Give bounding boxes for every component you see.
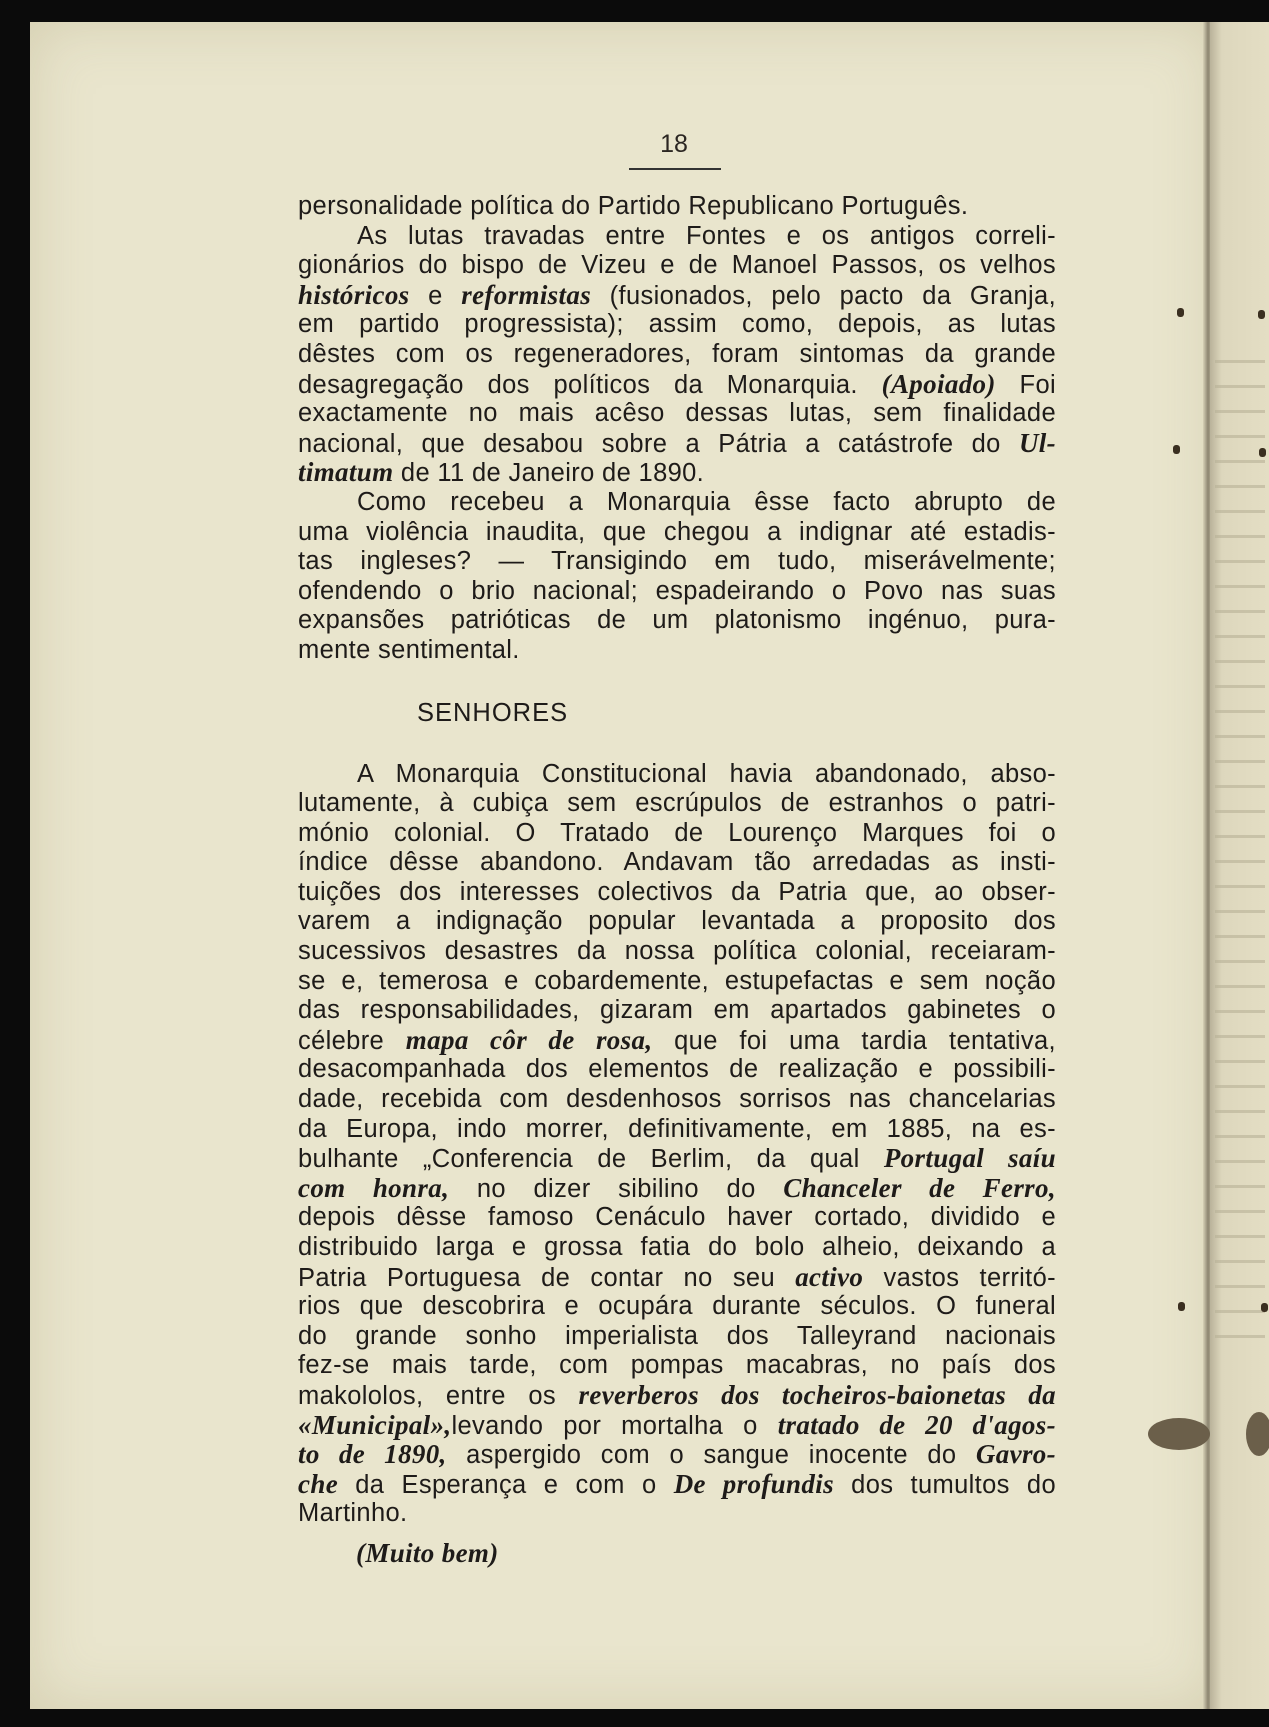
text-segment: Patria Portuguesa de contar no seu [298,1263,796,1292]
text-segment: ofendendo o brio nacional; espadeirando o Povo nas suas [298,576,1056,605]
text-segment: do grande sonho imperialista dos Talleyrand nacionais [298,1321,1056,1350]
text-line [298,1026,1056,1056]
text-segment: expansões patrióticas de um platonismo ingénuo, pura- [298,606,1056,635]
text-segment: fez-se mais tarde, com pompas macabras, no país dos [298,1351,1056,1380]
text-line [298,1144,1056,1174]
text-segment: depois dêsse famoso Cenáculo haver cortado, dividido e [298,1203,1056,1232]
text-segment: Martinho. [298,1499,408,1528]
text-segment: distribuido larga e grossa fatia do bolo alheio, deixando a [298,1233,1056,1261]
text-segment: (fusionados, pelo pacto da Granja, [591,281,1056,310]
text-line [298,1233,1056,1263]
page-number-rule [629,168,721,170]
text-segment: dade, recebida com desdenhosos sorrisos nas chancelarias [298,1085,1056,1114]
section-heading [298,684,1056,742]
emphasis-text: (Muito bem) [356,1537,499,1568]
text-segment: A Monarquia Constitucional havia abandonado, abso- [357,759,1056,788]
binding-mark [1258,310,1265,319]
facing-page-text-shadow [1215,360,1265,1560]
text-segment: Foi [995,370,1056,399]
text-segment: levando por mortalha o [451,1411,778,1440]
text-segment: vastos territó- [863,1263,1056,1292]
text-line [298,1292,1056,1322]
text-line [298,1381,1056,1411]
text-line [298,967,1056,997]
binding-mark [1148,1418,1210,1450]
text-line [298,222,1056,252]
text-segment: mónio colonial. O Tratado de Lourenço Marques foi o [298,818,1056,847]
emphasis-text: com honra, [298,1172,450,1203]
text-segment: rios que descobrira e ocupára durante séculos. O funeral [298,1292,1056,1321]
text-line [298,429,1056,459]
text-segment: makololos, entre os [298,1381,579,1410]
text-line [298,848,1056,878]
text-segment: no dizer sibilino do [449,1174,784,1203]
binding-mark [1259,448,1266,457]
emphasis-text: Gavro- [975,1439,1056,1470]
text-segment: desacompanhada dos elementos de realização e possibili- [298,1055,1056,1084]
emphasis-text: Ul- [1018,427,1056,458]
binding-mark [1261,1303,1268,1312]
body-text [298,192,1056,1569]
text-line [298,996,1056,1026]
text-segment: mente sentimental. [298,635,520,664]
binding-mark [1178,1302,1185,1311]
text-segment: célebre [298,1026,406,1055]
text-line [298,878,1056,908]
text-line [298,907,1056,937]
text-line [298,518,1056,548]
emphasis-text: «Municipal», [298,1409,452,1440]
text-line [298,547,1056,577]
text-segment: índice dêsse abandono. Andavam tão arredadas as insti- [298,848,1056,877]
text-line [298,281,1056,311]
text-segment: tuições dos interesses colectivos da Patria que, ao obser- [298,877,1056,906]
text-line [298,399,1056,429]
text-line [298,192,1056,222]
text-line [298,1470,1056,1500]
text-line [298,1351,1056,1381]
emphasis-text: De profundis [673,1468,834,1499]
text-segment: exactamente no mais acêso dessas lutas, sem finalidade [298,399,1056,428]
text-segment: de 11 de Janeiro de 1890. [393,459,705,488]
emphasis-text: reformistas [461,279,592,310]
text-line [298,606,1056,636]
text-line [298,1055,1056,1085]
text-segment: As lutas travadas entre Fontes e os antigos correli- [357,221,1056,250]
text-segment: bulhante „Conferencia de Berlim, da qual [298,1145,884,1174]
binding-mark [1173,445,1180,454]
emphasis-text: Portugal saíu [883,1143,1056,1174]
paragraph-gap [298,742,1056,760]
emphasis-text: históricos [298,279,410,310]
text-segment: dos tumultos do [833,1470,1056,1499]
text-segment: varem a indignação popular levantada a proposito dos [298,907,1056,936]
text-segment: se e, temerosa e cobardemente, estupefactas e sem noção [298,966,1056,995]
text-segment: personalidade política do Partido Republicano Português. [298,192,969,220]
text-line [298,1499,1056,1529]
text-segment: que foi uma tardia tentativa, [652,1026,1056,1055]
emphasis-text: timatum [298,457,394,488]
text-line [298,370,1056,400]
text-segment: das responsabilidades, gizaram em apartados gabinetes o [298,996,1056,1025]
applause-note [298,1529,1056,1569]
binding-mark [1177,308,1184,317]
text-segment: SENHORES [417,698,569,727]
text-line [298,1203,1056,1233]
text-line [298,340,1056,370]
text-segment: desagregação dos políticos da Monarquia. [298,370,882,399]
text-segment: dêstes com os regeneradores, foram sintomas da grande [298,339,1056,368]
text-line [298,937,1056,967]
page-number: 18 [660,130,688,158]
text-line [298,1085,1056,1115]
text-segment: da Europa, indo morrer, definitivamente, em 1885, na es- [298,1114,1056,1143]
emphasis-text: (Apoiado) [881,368,996,399]
text-segment: tas ingleses? — Transigindo em tudo, miserávelmente; [298,547,1056,576]
text-segment: Como recebeu a Monarquia êsse facto abrupto de [357,487,1056,516]
text-line [298,310,1056,340]
text-segment: uma violência inaudita, que chegou a indignar até estadis- [298,517,1056,546]
text-line [298,760,1056,790]
text-segment: aspergido com o sangue inocente do [446,1441,976,1470]
emphasis-text: to de 1890, [298,1439,447,1470]
text-line [298,1174,1056,1204]
emphasis-text: reverberos dos tocheiros-baionetas da [578,1379,1056,1410]
text-segment: em partido progressista); assim como, depois, as lutas [298,310,1056,339]
text-segment: nacional, que desabou sobre a Pátria a catástrofe do [298,429,1019,458]
text-line [298,251,1056,281]
text-segment: sucessivos desastres da nossa política colonial, receiaram- [298,937,1056,966]
text-segment: gionários do bispo de Vizeu e de Manoel Passos, os velhos [298,251,1056,280]
emphasis-text: activo [795,1261,864,1292]
text-line [298,819,1056,849]
text-line [298,636,1056,666]
text-segment: e [409,281,462,310]
paragraph-gap [298,666,1056,684]
text-segment: lutamente, à cubiça sem escrúpulos de estranhos o patri- [298,789,1056,818]
emphasis-text: tratado de 20 d'agos- [777,1409,1056,1440]
emphasis-text: Chanceler de Ferro, [783,1172,1056,1203]
text-line [298,1115,1056,1145]
text-line [298,1322,1056,1352]
emphasis-text: mapa côr de rosa, [405,1024,653,1055]
emphasis-text: che [298,1468,339,1499]
binding-mark [1246,1412,1269,1456]
text-line [298,577,1056,607]
text-line [298,488,1056,518]
text-segment: da Esperança e com o [338,1470,674,1499]
text-line [298,458,1056,488]
text-line [298,1440,1056,1470]
text-line [298,789,1056,819]
text-line [298,1411,1056,1441]
text-line [298,1263,1056,1293]
